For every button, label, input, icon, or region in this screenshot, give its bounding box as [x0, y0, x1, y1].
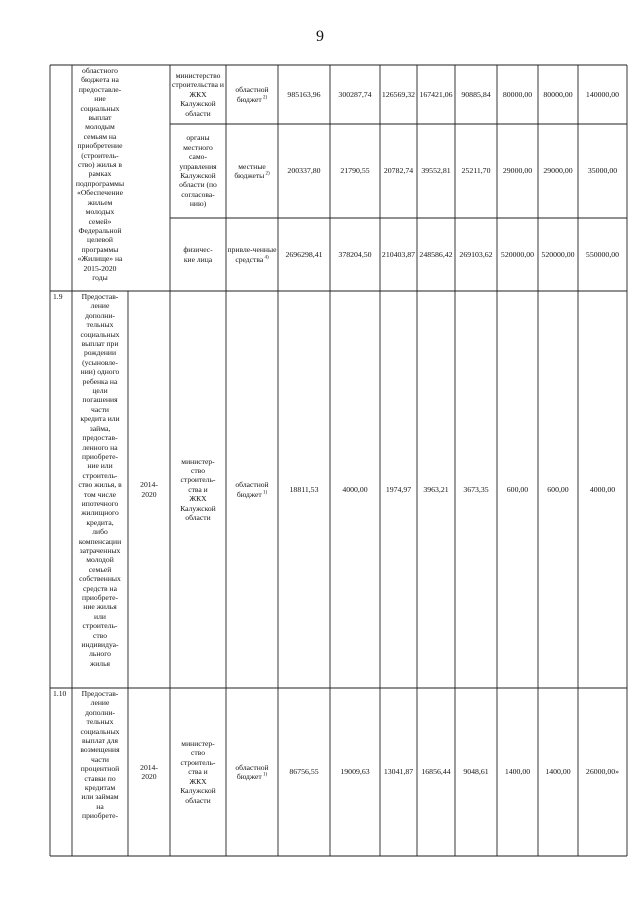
value-cell: 378204,50 — [338, 249, 372, 259]
text-line: кредитам — [84, 783, 116, 793]
value-cell: 167421,06 — [419, 89, 453, 99]
text-line: кие лица — [183, 254, 213, 264]
text-line: (усыновле- — [82, 357, 118, 367]
funding-source-cell — [226, 66, 278, 123]
row-number: 1.10 — [53, 689, 67, 698]
text-line: Калужской — [180, 99, 216, 109]
funding-source-cell — [226, 125, 278, 217]
text-line: социальных — [80, 329, 120, 339]
value-cell: 90885,84 — [461, 89, 491, 99]
text-line: ства и — [188, 767, 208, 777]
text-line: предостав- — [82, 433, 118, 443]
text-line: рамках — [88, 169, 112, 179]
value-cell: 13041,87 — [383, 767, 414, 777]
text-line: ление — [90, 698, 110, 708]
text-line: Калужской — [180, 503, 216, 513]
text-line: затраченных — [79, 545, 121, 555]
text-line: погашения — [82, 395, 118, 405]
value-cell: 520000,00 — [500, 249, 535, 259]
text-line: выплат — [88, 113, 112, 123]
page-number: 9 — [316, 28, 324, 45]
text-line: 2020 — [141, 772, 157, 781]
text-line: индивидуа- — [81, 640, 119, 650]
text-line: либо — [92, 527, 108, 537]
text-line: ние — [94, 94, 106, 104]
text-line: молодым — [85, 122, 115, 132]
text-line: 2020 — [141, 489, 157, 499]
text-line: возмещения — [80, 745, 120, 755]
row-number: 1.9 — [53, 292, 63, 301]
text-line: ство жилья, в — [78, 480, 122, 490]
text-line: молодых — [85, 207, 115, 217]
text-line: «Жилище» на — [77, 254, 123, 264]
row-description — [72, 689, 128, 855]
value-cell: 26000,00» — [585, 767, 620, 777]
text-line: части — [91, 754, 109, 764]
text-line: выплат при — [81, 339, 119, 349]
text-line: органы — [186, 133, 210, 143]
value-cell: 248586,42 — [419, 249, 453, 259]
text-line: компенсации — [78, 536, 122, 546]
source-text: областной бюджет $^{2)}$ — [235, 85, 269, 104]
value-cell: 600,00 — [547, 484, 569, 494]
value-cell: 29000,00 — [502, 166, 533, 176]
value-cell: 80000,00 — [502, 89, 533, 99]
text-line: подпрограммы — [75, 178, 125, 188]
value-cell: 25211,70 — [461, 166, 491, 176]
text-line: целевой — [87, 235, 113, 245]
period-cell — [128, 292, 170, 687]
text-line: области (по — [179, 180, 217, 190]
text-line: строитель- — [180, 757, 216, 767]
row-description — [72, 292, 128, 687]
value-cell: 1974,97 — [385, 484, 412, 494]
text-line: семьей — [88, 564, 112, 574]
value-cell: 20782,74 — [383, 166, 414, 176]
funding-source-cell — [226, 219, 278, 290]
text-line: области — [185, 513, 211, 523]
text-line: средств на — [83, 583, 117, 593]
text-line: само- — [189, 152, 207, 162]
text-line: тельных — [86, 717, 114, 727]
value-cell: 4000,00 — [589, 484, 616, 494]
value-cell: 35000,00 — [587, 166, 618, 176]
text-line: льного — [89, 649, 111, 659]
value-cell: 210403,87 — [381, 249, 416, 259]
text-line: 2014- — [140, 480, 158, 490]
executor-cell — [170, 292, 226, 687]
text-line: строитель- — [180, 475, 216, 485]
text-line: социальных — [80, 726, 120, 736]
value-cell: 550000,00 — [585, 249, 620, 259]
text-line: приобрете- — [82, 593, 118, 602]
value-cell: 3673,35 — [463, 484, 489, 494]
text-line: министер- — [181, 456, 215, 466]
text-line: кредита или — [80, 414, 120, 424]
text-line: ЖКХ — [189, 89, 207, 99]
text-line: 2014- — [140, 762, 158, 772]
text-line: дополни- — [85, 310, 115, 320]
value-cell: 16856,44 — [421, 767, 451, 777]
text-line: бюджета на — [81, 75, 119, 85]
source-text: областной бюджет $^{1)}$ — [235, 480, 269, 499]
text-line: том числе — [84, 489, 116, 499]
value-cell: 200337,80 — [287, 166, 321, 176]
value-cell: 1400,00 — [545, 767, 571, 777]
text-line: ство) жилья в — [78, 160, 122, 170]
value-cell: 140000,00 — [585, 89, 620, 99]
text-line: физичес- — [183, 245, 213, 255]
value-cell: 269103,62 — [459, 249, 493, 259]
source-text: привле-ченные средства $^{4)}$ — [227, 245, 277, 264]
text-line: строитель- — [82, 470, 118, 480]
value-cell: 1400,00 — [504, 767, 531, 777]
text-line: кредита, — [86, 517, 114, 527]
text-line: ление — [90, 301, 110, 311]
period-cell — [128, 689, 170, 855]
text-line: области — [185, 108, 211, 118]
source-text: областной бюджет $^{1)}$ — [235, 762, 269, 781]
text-line: приобретение — [77, 141, 123, 151]
value-cell: 3963,21 — [423, 484, 449, 494]
text-line: на — [96, 801, 104, 811]
value-cell: 2696298,41 — [285, 249, 323, 259]
text-line: строительства и — [172, 80, 224, 90]
text-line: ние жилья — [83, 602, 117, 612]
value-cell: 29000,00 — [543, 166, 573, 176]
footnote-marker: 1) — [261, 772, 268, 778]
text-line: управления — [179, 161, 217, 171]
value-cell: 126569,32 — [381, 89, 416, 99]
text-line: ство — [190, 465, 206, 475]
text-line: займа, — [89, 423, 111, 433]
value-cell: 18811,53 — [289, 484, 319, 494]
text-line: или — [94, 611, 106, 621]
text-line: области — [185, 795, 211, 805]
text-line: «Обеспечение — [77, 188, 123, 198]
text-line: 2015-2020 — [83, 263, 117, 273]
executor-cell — [170, 219, 226, 290]
text-line: предоставле- — [78, 84, 122, 94]
value-cell: 39552,81 — [421, 166, 451, 176]
text-line: приобрете- — [82, 811, 118, 821]
text-line: строитель- — [82, 621, 118, 631]
text-line: Калужской — [180, 171, 216, 180]
value-cell: 300287,74 — [338, 89, 372, 99]
value-cell: 86756,55 — [289, 767, 319, 777]
text-line: Калужской — [180, 786, 216, 796]
text-line: части — [91, 404, 109, 414]
row-description — [72, 66, 128, 290]
text-line: местного — [183, 142, 213, 152]
value-cell: 9048,61 — [463, 767, 489, 777]
text-line: жилищного — [81, 508, 119, 518]
text-line: ставки по — [84, 773, 116, 783]
text-line: молодой — [86, 555, 114, 565]
text-line: социальных — [80, 103, 120, 113]
funding-source-cell — [226, 689, 278, 855]
text-line: ства и — [188, 484, 208, 494]
footnote-marker: 2) — [261, 94, 268, 100]
text-line: семьям на — [83, 131, 117, 141]
text-line: ЖКХ — [189, 494, 207, 504]
text-line: областного — [82, 66, 118, 75]
text-line: программы — [81, 244, 119, 254]
value-cell: 600,00 — [506, 484, 529, 494]
text-line: тельных — [86, 320, 114, 330]
text-line: ипотечного — [81, 498, 119, 508]
text-line: ЖКХ — [189, 776, 207, 786]
text-line: ребенка на — [82, 376, 118, 386]
text-line: семей» — [88, 216, 112, 226]
source-text: местные бюджеты $^{2)}$ — [234, 161, 270, 180]
text-line: процентной — [80, 764, 120, 774]
text-line: годы — [92, 272, 108, 282]
executor-cell — [170, 66, 226, 123]
text-line: дополни- — [85, 707, 115, 717]
text-line: жильем — [87, 197, 113, 207]
value-cell: 21790,55 — [340, 166, 370, 176]
footnote-marker: 2) — [264, 171, 270, 177]
value-cell: 80000,00 — [543, 89, 573, 99]
text-line: выплат для — [81, 736, 119, 746]
footnote-marker: 4) — [263, 254, 269, 260]
text-line: Предостав- — [81, 292, 119, 301]
text-line: собственных — [79, 574, 121, 584]
text-line: ство — [190, 748, 206, 758]
value-cell: 4000,00 — [342, 484, 368, 494]
value-cell: 520000,00 — [541, 249, 575, 259]
text-line: или займам — [81, 792, 119, 802]
text-line: Федеральной — [78, 225, 122, 235]
text-line: цели — [92, 386, 108, 396]
text-line: ство — [92, 630, 108, 640]
text-line: жилья — [89, 658, 111, 668]
text-line: (строитель- — [81, 150, 119, 160]
text-line: рождении — [83, 348, 117, 358]
text-line: ние или — [87, 461, 113, 471]
funding-source-cell — [226, 292, 278, 687]
text-line: приобрете- — [82, 451, 118, 461]
value-cell: 19009,63 — [340, 767, 370, 777]
text-line: согласова- — [181, 189, 215, 199]
footnote-marker: 1) — [261, 489, 268, 495]
text-line: нию) — [189, 199, 207, 209]
executor-cell — [170, 689, 226, 855]
executor-cell — [170, 125, 226, 217]
text-line: нии) одного — [80, 367, 120, 377]
text-line: министер- — [181, 739, 215, 749]
text-line: Предостав- — [81, 689, 119, 698]
text-line: министерство — [175, 70, 221, 80]
value-cell: 985163,96 — [287, 89, 321, 99]
text-line: ленного на — [82, 442, 118, 452]
